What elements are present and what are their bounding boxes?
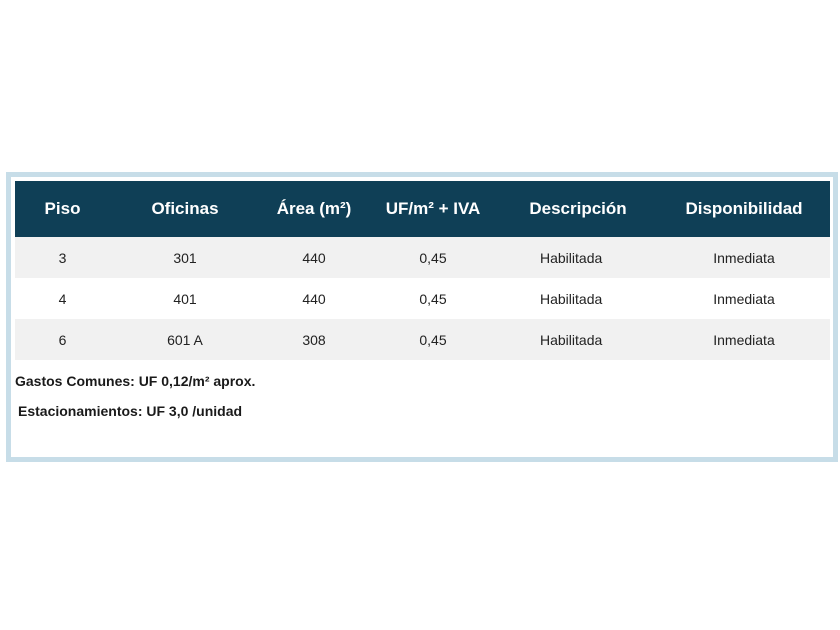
cell-area: 308	[260, 319, 368, 360]
cell-oficina: 401	[110, 278, 260, 319]
header-uf-m2-iva: UF/m² + IVA	[368, 181, 498, 237]
cell-disponibilidad: Inmediata	[658, 237, 830, 278]
cell-disponibilidad: Inmediata	[658, 319, 830, 360]
cell-piso: 6	[15, 319, 110, 360]
header-area: Área (m²)	[260, 181, 368, 237]
estacionamientos-note: Estacionamientos: UF 3,0 /unidad	[18, 403, 243, 419]
gastos-comunes-note: Gastos Comunes: UF 0,12/m² aprox.	[15, 373, 256, 389]
cell-descripcion: Habilitada	[498, 237, 658, 278]
table-row	[15, 319, 830, 360]
table-header-row	[15, 181, 830, 237]
notes-section	[15, 372, 829, 432]
cell-area: 440	[260, 237, 368, 278]
header-disponibilidad: Disponibilidad	[658, 181, 830, 237]
cell-uf: 0,45	[368, 237, 498, 278]
cell-descripcion: Habilitada	[498, 278, 658, 319]
panel-inner	[15, 181, 829, 453]
table-row	[15, 278, 830, 319]
cell-descripcion: Habilitada	[498, 319, 658, 360]
header-oficinas: Oficinas	[110, 181, 260, 237]
offices-table	[15, 181, 830, 360]
cell-uf: 0,45	[368, 278, 498, 319]
cell-oficina: 301	[110, 237, 260, 278]
cell-piso: 3	[15, 237, 110, 278]
cell-uf: 0,45	[368, 319, 498, 360]
cell-oficina: 601 A	[110, 319, 260, 360]
cell-disponibilidad: Inmediata	[658, 278, 830, 319]
table-row	[15, 237, 830, 278]
offices-availability-panel	[6, 172, 838, 462]
cell-area: 440	[260, 278, 368, 319]
header-descripcion: Descripción	[498, 181, 658, 237]
cell-piso: 4	[15, 278, 110, 319]
header-piso: Piso	[15, 181, 110, 237]
